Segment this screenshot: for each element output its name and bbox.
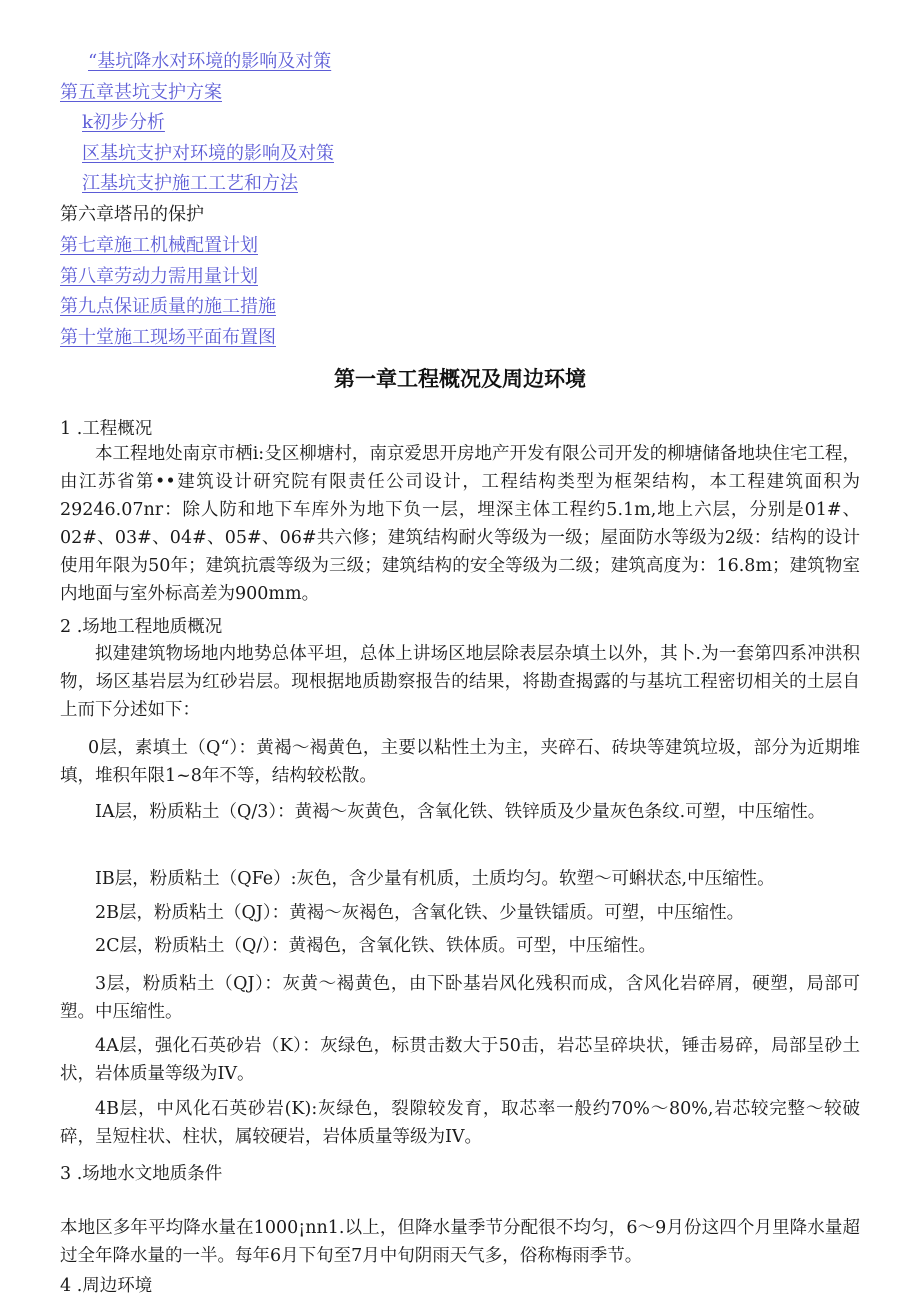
soil-layer-3: 3层，粉质粘土（QJ）：灰黄～褐黄色，由下卧基岩风化残积而成，含风化岩碎屑，硬塑，局部可塑。中压缩性。 — [60, 974, 860, 1022]
section-heading-surroundings: 4 .周边环境 — [60, 1276, 153, 1296]
toc-link-chapter-10[interactable]: 第十堂施工现场平面布置图 — [60, 327, 276, 348]
toc-link-support-impact[interactable]: 区基坑支护对环境的影响及对策 — [82, 143, 334, 164]
toc-item-chapter-6: 第六章塔吊的保护 — [60, 204, 204, 225]
paragraph-geology: 拟建建筑物场地内地势总体平坦，总体上讲场区地层除表层杂填土以外，其卜.为一套第四系冲洪积物，场区基岩层为红砂岩层。现根据地质勘察报告的结果，将勘查揭露的与基坑工程密切相关的土层自上而下分述如下： — [60, 644, 860, 720]
soil-layer-2c: 2C层，粉质粘土（Q/）：黄褐色，含氧化铁、铁体质。可型，中压缩性。 — [95, 936, 657, 956]
soil-layer-2b: 2B层，粉质粘土（QJ）：黄褐～灰褐色，含氧化铁、少量铁镭质。可塑，中压缩性。 — [95, 903, 745, 923]
section-heading-hydrology: 3 .场地水文地质条件 — [60, 1164, 223, 1184]
toc-link-chapter-5[interactable]: 第五章甚坑支护方案 — [60, 82, 222, 103]
soil-layer-4b: 4B层，中风化石英砂岩(K):灰绿色，裂隙较发育，取芯率一般约70%～80%,岩芯较完整～较破碎，呈短柱状、柱状，属较硬岩，岩体质量等级为IV。 — [60, 1099, 860, 1147]
toc-link-chapter-9[interactable]: 第九点保证质量的施工措施 — [60, 296, 276, 317]
toc-link-preliminary-analysis[interactable]: k初步分析 — [82, 112, 165, 133]
soil-layer-1b: IB层，粉质粘土（QFe）:灰色，含少量有机质，土质均匀。软塑～可蝌状态,中压缩性。 — [95, 869, 775, 889]
paragraph-hydrology: 本地区多年平均降水量在1000¡nn1.以上，但降水量季节分配很不均匀，6～9月份这四个月里降水量超过全年降水量的一半。每年6月下旬至7月中旬阴雨天气多，俗称梅雨季节。 — [60, 1218, 860, 1266]
toc-link-chapter-8[interactable]: 第八章劳动力需用量计划 — [60, 266, 258, 287]
toc-link-foundation-dewatering[interactable]: “基坑降水对环境的影响及对策 — [88, 51, 332, 72]
toc-link-support-methods[interactable]: 江基坑支护施工工艺和方法 — [82, 173, 298, 194]
soil-layer-0: 0层，素填土（Q“）：黄褐～褐黄色，主要以粘性土为主，夹碎石、砖块等建筑垃圾，部分为近期堆填，堆积年限1~8年不等，结构较松散。 — [60, 738, 860, 786]
soil-layer-1a: IA层，粉质粘土（Q/3）：黄褐～灰黄色，含氧化铁、铁锌质及少量灰色条纹.可塑，中压缩性。 — [95, 802, 826, 822]
section-heading-geology: 2 .场地工程地质概况 — [60, 617, 223, 637]
chapter-title: 第一章工程概况及周边环境 — [334, 367, 586, 391]
soil-layer-4a: 4A层，强化石英砂岩（K）：灰绿色，标贯击数大于50击，岩芯呈碎块状，锤击易碎，局部呈砂土状，岩体质量等级为IV。 — [60, 1036, 860, 1084]
toc-link-chapter-7[interactable]: 第七章施工机械配置计划 — [60, 235, 258, 256]
section-heading-overview: 1 .工程概况 — [60, 419, 153, 439]
paragraph-overview: 本工程地处南京市栖i:殳区柳塘村，南京爱思开房地产开发有限公司开发的柳塘储备地块住宅工程，由江苏省第••建筑设计研究院有限责任公司设计，工程结构类型为框架结构，本工程建筑面积为29246.07nr：除人防和地下车库外为地下负一层，埋深主体工程约5.1m,地上六层，分别是01#、02#、03#、04#、05#、06#共六修；建筑结构耐火等级为一级；屋面防水等级为2级：结构的设计使用年限为50年；建筑抗震等级为三级；建筑结构的安全等级为二级；建筑高度为：16.8m；建筑物室内地面与室外标高差为900mm。 — [60, 444, 860, 604]
